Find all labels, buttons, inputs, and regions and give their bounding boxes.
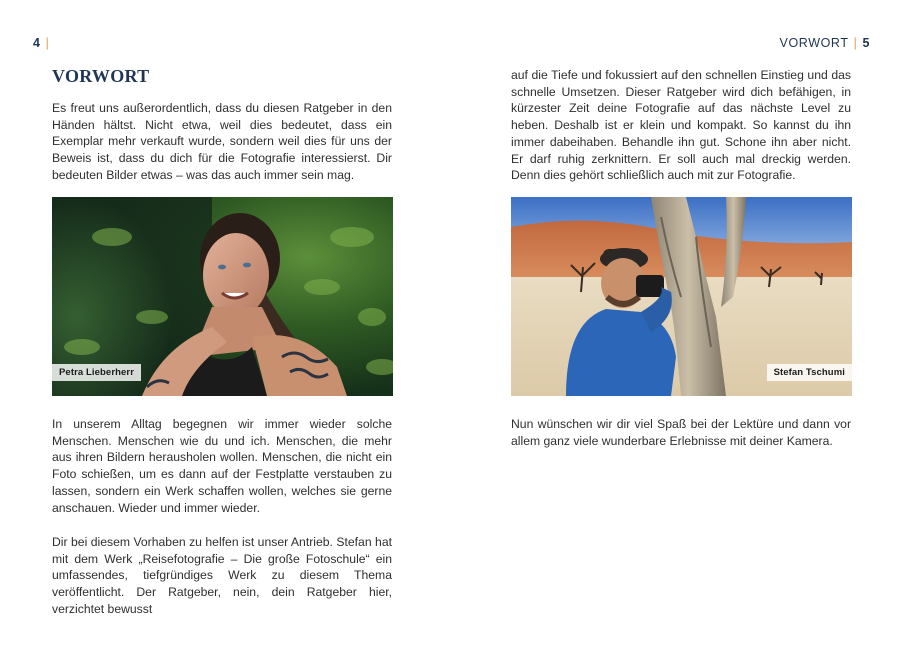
right-page xyxy=(451,0,902,648)
photo-caption-petra: Petra Lieberherr xyxy=(52,364,141,381)
photo-caption-stefan: Stefan Tschumi xyxy=(767,364,852,381)
left-paragraph-2: In unserem Alltag begegnen wir immer wieder solche Menschen. Menschen wie du und ich. Menschen, die mehr aus ihren Bildern herausholen wollen. Menschen, die nicht ein Foto schießen, um es dann auf der Festplatte verstauben zu lassen, sondern ein Werk schaffen wollen, welches sie gerne anschauen. Wieder und immer wieder. xyxy=(52,417,392,515)
left-page xyxy=(0,0,451,648)
running-head: VORWORT xyxy=(779,36,849,50)
right-paragraph-1: auf die Tiefe und fokussiert auf den schnellen Einstieg und das schnelle Umsetzen. Dieser Ratgeber wird dich befähigen, in kürzester Zeit deine Fotografie auf das nächste Level zu heben. Deshalb ist er klein und kompakt. So kannst du ihn immer dabeihaben. Behandle ihn gut. Schone ihn aber nicht. Er darf ruhig zerknittern. Er soll auch mal dreckig werden. Denn dies gehört schließlich auch mit zur Fotografie. xyxy=(511,68,851,183)
left-folio xyxy=(33,36,54,50)
left-page-number: 4 xyxy=(33,36,41,50)
left-paragraph-1: Es freut uns außerordentlich, dass du diesen Ratgeber in den Händen hältst. Nicht etwa, weil dies bedeutet, dass ein Exemplar mehr verkauft wurde, sondern weil dies für uns der Beweis ist, dass du dich für die Fotografie interessierst. Dir bedeuten Bilder etwas – was das auch immer sein mag. xyxy=(52,101,392,182)
chapter-heading: VORWORT xyxy=(52,66,150,86)
folio-divider: | xyxy=(853,36,858,50)
right-folio xyxy=(780,36,870,50)
left-paragraph-3: Dir bei diesem Vorhaben zu helfen ist unser Antrieb. Stefan hat mit dem Werk „Reisefotografie – Die große Fotoschule“ ein umfassendes, tiefgründiges Werk zu diesem Thema veröffentlicht. Der Ratgeber, nein, dein Ratgeber hier, verzichtet bewusst xyxy=(52,535,392,616)
folio-divider: | xyxy=(45,36,50,50)
right-paragraph-2: Nun wünschen wir dir viel Spaß bei der Lektüre und dann vor allem ganz viele wunderbare Erlebnisse mit deiner Kamera. xyxy=(511,417,851,448)
right-page-number: 5 xyxy=(862,36,870,50)
